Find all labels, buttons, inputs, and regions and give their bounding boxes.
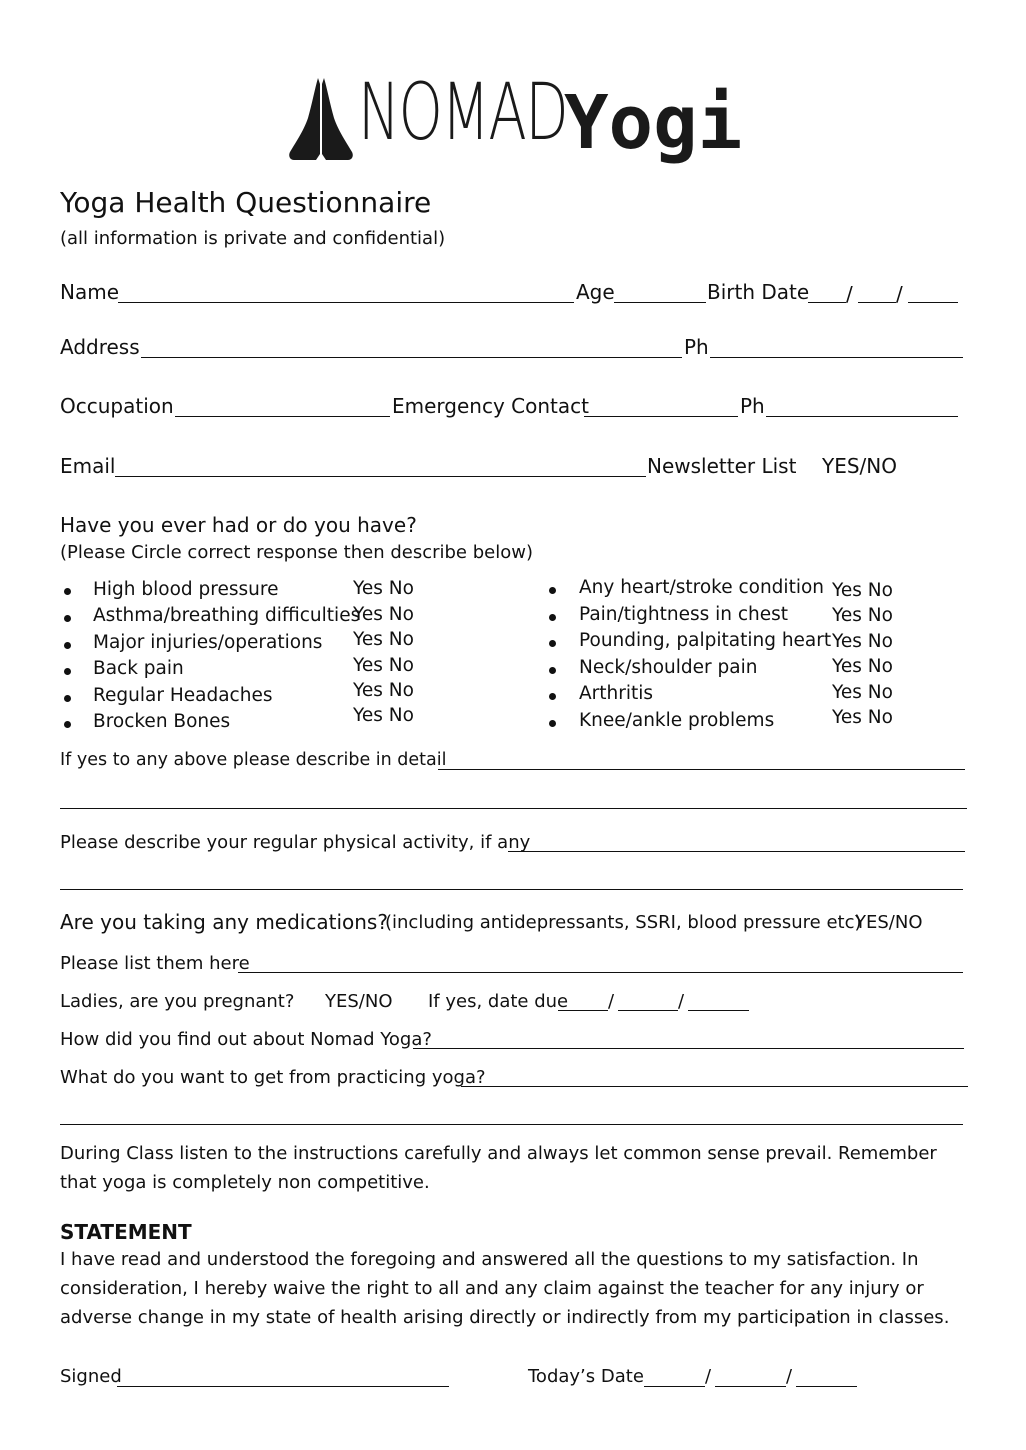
emergency-contact-label: Emergency Contact (392, 394, 589, 418)
condition-label: Any heart/stroke condition (579, 577, 825, 598)
birth-date-label: Birth Date (707, 280, 810, 304)
pregnant-options[interactable]: YES/NO (325, 991, 393, 1012)
condition-label: Arthritis (579, 683, 654, 704)
date-separator: / (896, 282, 903, 306)
find-out-label: How did you find out about Nomad Yoga? (60, 1029, 432, 1050)
todays-year-field[interactable] (796, 1386, 857, 1387)
phone-label: Ph (684, 335, 709, 359)
due-day-field[interactable] (558, 1010, 608, 1011)
email-label: Email (60, 454, 116, 478)
conditions-instruction: (Please Circle correct response then describe below) (60, 542, 533, 563)
describe-field[interactable] (438, 769, 965, 770)
condition-yes-no[interactable]: Yes No (832, 656, 893, 677)
class-note: During Class listen to the instructions carefully and always let common sense prevail. Remember that yoga is completely non competitive. (60, 1143, 937, 1193)
occupation-label: Occupation (60, 394, 174, 418)
bullet (549, 587, 556, 594)
condition-label: High blood pressure (93, 579, 279, 600)
birth-year-field[interactable] (908, 302, 958, 303)
name-field[interactable] (118, 302, 574, 303)
condition-yes-no[interactable]: Yes No (832, 707, 893, 728)
medications-options[interactable]: YES/NO (855, 912, 923, 933)
signature-field[interactable] (117, 1386, 449, 1387)
condition-yes-no[interactable]: Yes No (353, 578, 414, 599)
medications-list-field[interactable] (238, 972, 963, 973)
bullet (64, 695, 71, 702)
condition-label: Knee/ankle problems (579, 710, 775, 731)
statement-heading: STATEMENT (60, 1220, 192, 1244)
age-field[interactable] (614, 302, 706, 303)
todays-date-label: Today’s Date (528, 1366, 644, 1387)
todays-day-field[interactable] (644, 1386, 705, 1387)
due-month-field[interactable] (618, 1010, 678, 1011)
condition-label: Asthma/breathing difficulties (93, 605, 361, 626)
newsletter-options[interactable]: YES/NO (822, 454, 897, 478)
due-date-label: If yes, date due (428, 991, 569, 1012)
bullet (64, 668, 71, 675)
bullet (64, 721, 71, 728)
condition-label: Brocken Bones (93, 711, 231, 732)
condition-label: Regular Headaches (93, 685, 273, 706)
page-title: Yoga Health Questionnaire (60, 186, 432, 219)
date-separator: / (786, 1366, 793, 1387)
describe-label: If yes to any above please describe in detail (60, 750, 447, 770)
condition-yes-no[interactable]: Yes No (832, 605, 893, 626)
goals-field[interactable] (461, 1086, 968, 1087)
newsletter-label: Newsletter List (647, 454, 797, 478)
email-field[interactable] (115, 476, 646, 477)
emergency-contact-field[interactable] (584, 416, 738, 417)
bullet (64, 615, 71, 622)
bullet (64, 588, 71, 595)
condition-yes-no[interactable]: Yes No (832, 631, 893, 652)
condition-yes-no[interactable]: Yes No (832, 580, 893, 601)
condition-yes-no[interactable]: Yes No (353, 705, 414, 726)
medications-heading: Are you taking any medications? (60, 910, 388, 934)
condition-yes-no[interactable]: Yes No (353, 680, 414, 701)
condition-label: Neck/shoulder pain (579, 657, 758, 678)
statement-text: I have read and understood the foregoing and answered all the questions to my satisfaction. In consideration, I hereby waive the right to all and any claim against the teacher for any injury or adverse change in my state of health arising directly or indirectly from my participation in classes. (60, 1249, 950, 1328)
find-out-field[interactable] (413, 1048, 964, 1049)
condition-yes-no[interactable]: Yes No (353, 655, 414, 676)
address-label: Address (60, 335, 140, 359)
signed-label: Signed (60, 1366, 122, 1387)
due-year-field[interactable] (688, 1010, 749, 1011)
bullet (549, 693, 556, 700)
todays-month-field[interactable] (715, 1386, 786, 1387)
address-field[interactable] (141, 357, 682, 358)
bullet (549, 720, 556, 727)
describe-field-line-2[interactable] (60, 808, 967, 809)
goals-label: What do you want to get from practicing yoga? (60, 1067, 486, 1088)
activity-field-line-2[interactable] (60, 889, 963, 890)
logo-wordmark-nomad: NOMAD (358, 68, 568, 158)
name-label: Name (60, 280, 120, 304)
activity-field[interactable] (508, 851, 965, 852)
emergency-phone-field[interactable] (766, 416, 958, 417)
age-label: Age (576, 280, 615, 304)
condition-yes-no[interactable]: Yes No (832, 682, 893, 703)
activity-label: Please describe your regular physical activity, if any (60, 832, 531, 853)
bullet (64, 642, 71, 649)
birth-month-field[interactable] (858, 302, 896, 303)
phone-field[interactable] (710, 357, 963, 358)
condition-label: Pounding, palpitating heart (579, 630, 832, 651)
page-subtitle: (all information is private and confidential) (60, 228, 446, 249)
logo (288, 68, 758, 168)
condition-yes-no[interactable]: Yes No (353, 629, 414, 650)
medications-note: (including antidepressants, SSRI, blood pressure etc) (385, 912, 862, 933)
date-separator: / (608, 991, 615, 1012)
occupation-field[interactable] (175, 416, 390, 417)
bullet (549, 640, 556, 647)
date-separator: / (846, 282, 853, 306)
birth-day-field[interactable] (808, 302, 846, 303)
condition-label: Back pain (93, 658, 184, 679)
condition-label: Pain/tightness in chest (579, 604, 789, 625)
condition-yes-no[interactable]: Yes No (353, 604, 414, 625)
bullet (549, 614, 556, 621)
emergency-phone-label: Ph (740, 394, 765, 418)
conditions-heading: Have you ever had or do you have? (60, 513, 417, 537)
goals-field-line-2[interactable] (60, 1124, 963, 1125)
date-separator: / (705, 1366, 712, 1387)
condition-label: Major injuries/operations (93, 632, 323, 653)
date-separator: / (678, 991, 685, 1012)
pregnant-label: Ladies, are you pregnant? (60, 991, 295, 1012)
medications-list-label: Please list them here (60, 953, 250, 974)
bullet (549, 667, 556, 674)
praying-hands-icon (288, 74, 354, 166)
logo-wordmark-yogi: Yogi (564, 80, 743, 166)
